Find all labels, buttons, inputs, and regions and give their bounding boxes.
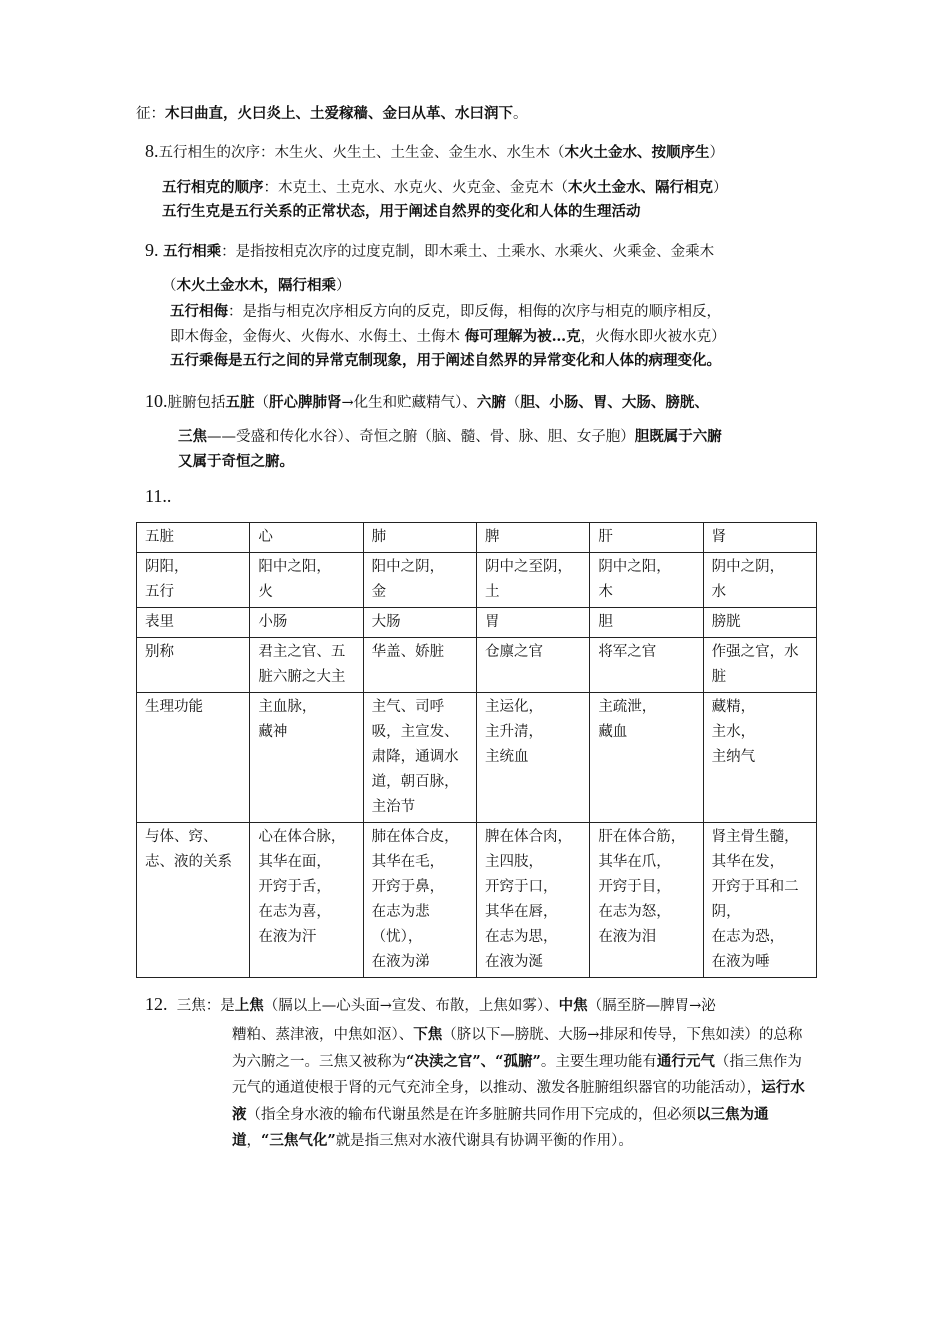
row-label-cell: 表里 [137,608,250,638]
bold-text: “决渎之官”、“孤腑” [406,1052,541,1070]
table-cell: 阳中之阳， 火 [250,553,363,608]
table-cell: 阳中之阴， 金 [363,553,476,608]
text: ——受盛和传化水谷）、奇恒之腑（脑、髓、骨、脉、胆、女子胞） [207,429,635,445]
table-cell: 君主之官、五脏六腑之大主 [250,638,363,693]
table-cell: 肾 [703,523,816,553]
text: ， [246,1133,261,1149]
item-10-line-2 [178,427,722,447]
item-9-line-1 [145,240,714,262]
table-cell: 主气、司呼吸，主宣发、肃降，通调水道，朝百脉，主治节 [363,693,476,823]
text: 糟粕、蒸津液，中焦如沤）、 [232,1027,414,1043]
item-8-line-2 [162,178,728,198]
table-cell: 主血脉， 藏神 [250,693,363,823]
table-cell: 肺 [363,523,476,553]
bold-text: 通行元气 [656,1052,715,1070]
table-cell: 心 [250,523,363,553]
text: ，火侮水即火被水克） [580,329,726,345]
bold-text: 三焦 [178,428,207,445]
bold-text: 木火土金水、隔行相克 [568,179,713,196]
bold-text: 胆、小肠、胃、大肠、膀胱、 [520,394,709,411]
bold-text: “三焦气化” [261,1132,336,1149]
table-cell: 胆 [590,608,703,638]
text: →化生和贮藏精气）、 [341,395,477,411]
row-label-cell: 别称 [137,638,250,693]
item-12-line-1 [145,994,716,1016]
table-cell: 脾 [476,523,589,553]
bold-text: 六腑 [476,394,506,411]
wuxing-characteristics-line [136,104,528,124]
text: ：木克土、土克水、水克火、火克金、金克木（ [263,180,568,196]
table-row-bieming [137,638,817,693]
text: （膈至脐—脾胃→泌 [587,998,716,1014]
table-cell: 作强之官，水脏 [703,638,816,693]
row-label-cell: 五脏 [137,523,250,553]
item-number: 8. [145,141,159,161]
item-number: 9. [145,240,159,260]
bold-text: 五脏 [225,394,255,411]
text: 就是指三焦对水液代谢具有协调平衡的作用）。 [335,1133,633,1149]
text: ：是指按相克次序的过度克制，即木乘土、土乘水、水乘火、火乘金、金乘木 [221,244,715,260]
table-cell: 华盖、娇脏 [363,638,476,693]
table-cell: 主运化， 主升清， 主统血 [476,693,589,823]
item-9-line-2 [162,276,351,296]
bold-text: 肝心脾肺肾 [269,394,342,411]
term-label: 五行相侮 [170,303,228,320]
text: 征： [136,106,165,122]
table-cell: 阴中之阳， 木 [590,553,703,608]
bold-text: 木曰曲直，火曰炎上、土爱稼穑、金曰从革、水曰润下 [165,105,513,122]
bold-text: 运行水液 [232,1079,805,1123]
bold-text: 又属于奇恒之腑。 [178,453,294,470]
table-cell: 肺在体合皮， 其华在毛， 开窍于鼻， 在志为悲（忧）， 在液为涕 [363,823,476,978]
table-cell: 脾在体合肉， 主四肢， 开窍于口， 其华在唇， 在志为思， 在液为涎 [476,823,589,978]
bold-text: 下焦 [413,1026,443,1043]
term-label: 五行相乘 [163,243,222,260]
term-label: 五行相生的次序 [158,145,260,161]
table-row-header [137,523,817,553]
item-10-line-1 [145,391,709,413]
table-cell: 大肠 [363,608,476,638]
bold-text: 五行生克是五行关系的正常状态，用于阐述自然界的变化和人体的生理活动 [162,203,641,220]
row-label-cell: 阴阳， 五行 [137,553,250,608]
table-row-yinyang-wuxing [137,553,817,608]
text: ） [709,145,724,161]
item-8-summary [162,202,641,222]
text: （膈以上—心头面→宣发、布散，上焦如雾）、 [263,998,559,1014]
table-cell: 藏精， 主水， 主纳气 [703,693,816,823]
text: 脏腑包括 [167,395,226,411]
bold-text: 侮可理解为被…克 [464,328,581,345]
text: 即木侮金，金侮火、火侮水、水侮土、土侮木 [170,329,460,345]
bold-text: 木火土金水、按顺序生 [564,144,710,161]
text: （指全身水液的输布代谢虽然是在许多脏腑共同作用下完成的，但必须 [246,1106,696,1123]
table-body [137,523,817,978]
item-10-line-3 [178,452,294,472]
text: （ [162,278,177,294]
table-cell: 阴中之至阴， 土 [476,553,589,608]
text: （脐以下—膀胱、大肠→排尿和传导，下焦如渎）的总称 为六腑之一。三焦又被称为 [232,1027,803,1070]
text: （ [254,395,269,411]
item-9-line-3 [170,302,721,322]
item-11-heading [145,486,171,508]
text: 。 [513,106,528,122]
item-9-summary [170,351,721,371]
item-9-line-4 [170,327,726,347]
table-cell: 心在体合脉， 其华在面， 开窍于舌， 在志为喜， 在液为汗 [250,823,363,978]
term-label: 五行相克的顺序 [162,179,264,196]
table-cell: 肝 [590,523,703,553]
item-12-paragraph [232,1022,812,1155]
bold-text: 中焦 [558,997,588,1014]
bold-text: 以三焦为通道 [232,1105,769,1149]
table-cell: 膀胱 [703,608,816,638]
text: ：木生火、火生土、土生金、金生水、水生木（ [260,145,565,161]
table-cell: 胃 [476,608,589,638]
item-number: 11.. [145,486,172,506]
text: （ [505,395,521,411]
text: ：是指与相克次序相反方向的反克，即反侮，相侮的次序与相克的顺序相反， [228,304,721,320]
table-row-shengli-gongneng [137,693,817,823]
row-label-cell: 生理功能 [137,693,250,823]
table-cell: 仓廪之官 [476,638,589,693]
item-number: 12. [145,994,168,1014]
item-number: 10. [145,391,168,411]
five-organs-table [136,522,817,978]
table-cell: 肝在体合筋， 其华在爪， 开窍于目， 在志为怒， 在液为泪 [590,823,703,978]
text: ） [336,278,351,294]
row-label-cell: 与体、窍、志、液的关系 [137,823,250,978]
item-8-line-1 [145,141,724,163]
text: 。主要生理功能有 [540,1053,657,1070]
table-row-biaoli [137,608,817,638]
text: ） [713,180,728,196]
table-cell: 肾主骨生髓， 其华在发， 开窍于耳和二阴， 在志为恐， 在液为唾 [703,823,816,978]
table-cell: 小肠 [250,608,363,638]
table-cell: 将军之官 [590,638,703,693]
text: （指三焦作为元气的通道使根于肾的元气充沛全身，以推动、激发各脏腑组织器官的功能活动）， [232,1053,802,1096]
bold-text: 上焦 [234,997,264,1014]
bold-text: 五行乘侮是五行之间的异常克制现象，用于阐述自然界的异常变化和人体的病理变化。 [170,352,721,369]
bold-text: 木火土金水木，隔行相乘 [176,277,336,294]
table-cell: 阴中之阴， 水 [703,553,816,608]
table-row-ti-qiao-zhi-ye [137,823,817,978]
bold-text: 胆既属于六腑 [634,428,722,445]
text: 三焦：是 [176,998,235,1014]
table-cell: 主疏泄， 藏血 [590,693,703,823]
